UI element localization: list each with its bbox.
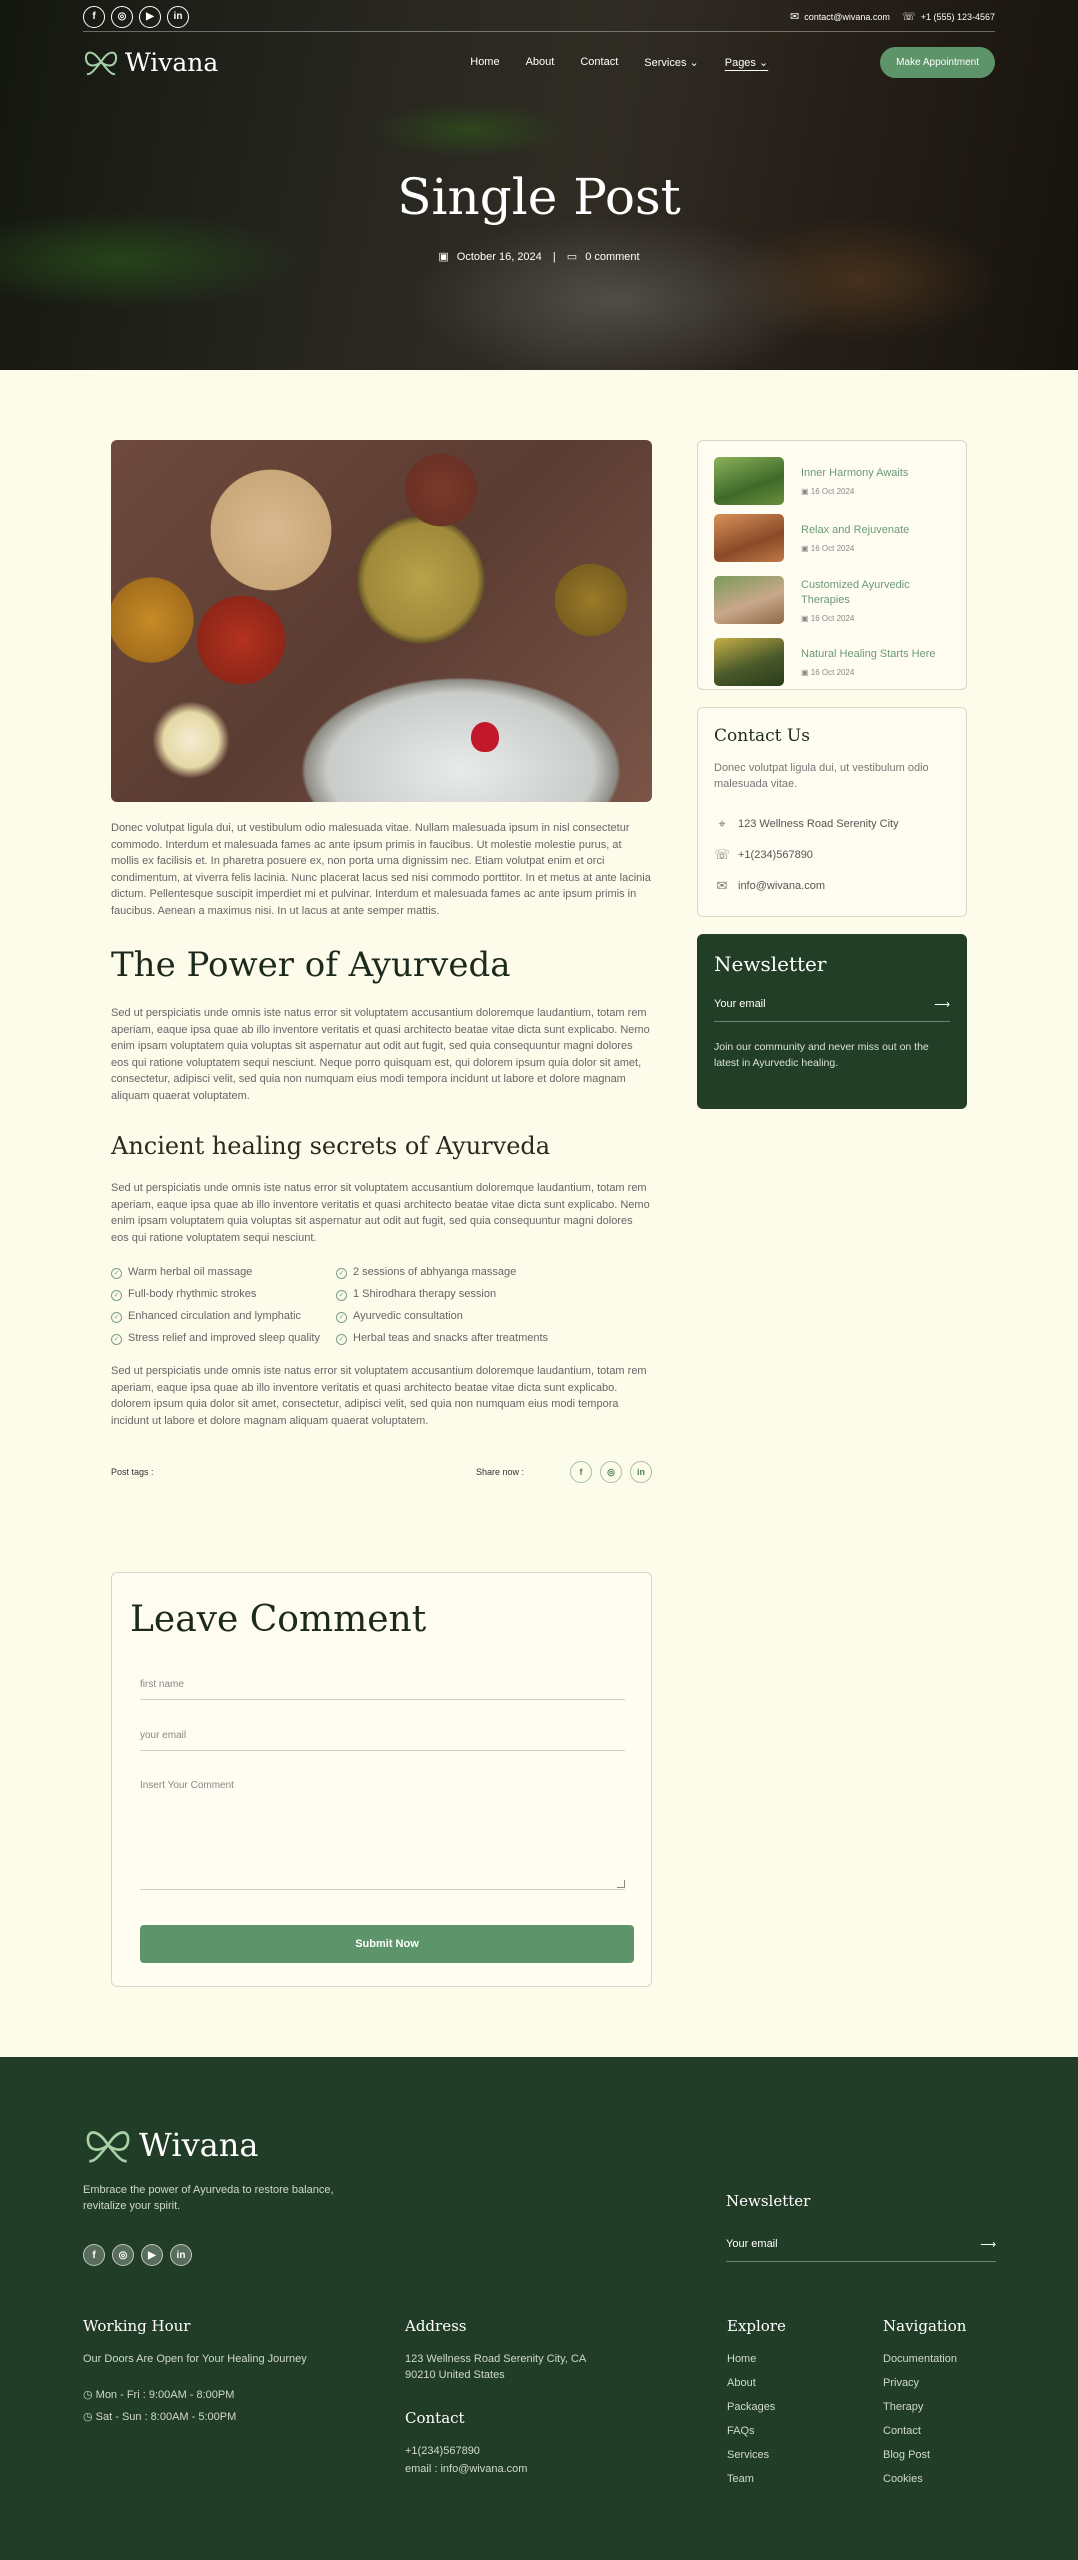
check-label: Warm herbal oil massage <box>128 1266 253 1278</box>
check-label: Stress relief and improved sleep quality <box>128 1332 320 1344</box>
share-label: Share now : <box>475 1467 524 1477</box>
hours-text: Sat - Sun : 8:00AM - 5:00PM <box>95 2411 237 2423</box>
first-name-field[interactable]: first name <box>140 1679 625 1700</box>
footer-newsletter-placeholder: Your email <box>726 2238 778 2250</box>
chevron-down-icon: ⌄ <box>689 56 699 69</box>
post-intro: Donec volutpat ligula dui, ut vestibulum odio malesuada vitae. Nullam malesuada ipsum in nisl consectetur commodo. Interdum et malesuada fames ac ante ipsum primis in faucibus. Ut molestie molestie purus, at mollis ex facilisis et. In pharetra posuere ex, non porta urna dignissim nec. Etiam volutpat enim et orci condimentum, at viverra felis lacinia. Nunc placerat lacus sed nisi commodo porttitor. In et metus at ante lacinia dictum. Pellentesque suscipit imperdiet mi et pulvinar. Interdum et malesuada fames ac ante ipsum primis in faucibus. Aenean a maximus nisi. In ut lacus at ante semper mattis. <box>111 822 651 917</box>
post-comment-count[interactable]: 0 comment <box>585 251 640 263</box>
navigation-link[interactable]: Cookies <box>883 2473 923 2485</box>
calendar-icon: ▣ <box>801 544 811 553</box>
instagram-icon[interactable]: ◎ <box>111 6 133 28</box>
footer-navigation <box>883 2317 966 2495</box>
post-tags-label: Post tags : <box>111 1467 154 1477</box>
explore-link[interactable]: FAQs <box>727 2425 755 2437</box>
nav-contact[interactable]: Contact <box>580 55 619 68</box>
check-icon: ✓ <box>111 1268 122 1279</box>
post-paragraph-1: Sed ut perspiciatis unde omnis iste natus error sit voluptatem accusantium doloremque laudantium, totam rem aperiam, eaque ipsa quae ab illo inventore veritatis et quasi architecto beatae vitae dicta sunt explicabo. Nemo enim ipsam voluptatem quia voluptas sit aspernatur aut odit aut fugit, sed quia consequuntur magni dolores eos qui ratione voluptatem sequi nesciunt. Neque porro quisquam est, qui dolorem ipsum quia dolor sit amet, consectetur, adipisci velit, sed quia non numquam eius modi tempora incidunt ut labore et dolore magnam aliquam quaerat voluptatem. <box>111 1007 650 1102</box>
newsletter-text: Join our community and never miss out on the latest in Ayurvedic healing. <box>714 1041 929 1069</box>
check-icon: ✓ <box>336 1268 347 1279</box>
check-item <box>336 1288 636 1301</box>
footer-logo-text: Wivana <box>139 2126 259 2164</box>
navigation-link[interactable]: Blog Post <box>883 2449 931 2461</box>
contact-email-text: info@wivana.com <box>738 880 825 892</box>
email-field[interactable]: your email <box>140 1730 625 1751</box>
recent-post-item[interactable] <box>714 638 950 686</box>
resize-handle-icon[interactable] <box>617 1880 625 1888</box>
nav-pages[interactable] <box>725 56 768 69</box>
header-socials <box>83 6 189 28</box>
working-hours-title: Working Hour <box>83 2317 191 2335</box>
footer-address <box>405 2317 605 2485</box>
make-appointment-button[interactable]: Make Appointment <box>880 47 995 78</box>
recent-post-date <box>801 544 909 553</box>
facebook-icon[interactable]: f <box>83 2244 105 2266</box>
mail-icon: ✉ <box>716 878 728 893</box>
arrow-right-icon[interactable]: ⟶ <box>980 2239 996 2251</box>
calendar-icon: ▣ <box>801 613 811 623</box>
post-heading: The Power of Ayurveda <box>111 945 511 985</box>
check-item <box>111 1266 336 1279</box>
check-item <box>111 1310 336 1323</box>
recent-post-item[interactable] <box>714 576 950 624</box>
check-item <box>111 1332 336 1345</box>
explore-link[interactable]: About <box>727 2377 756 2389</box>
nav-pages-label: Pages <box>724 56 756 69</box>
explore-link[interactable]: Team <box>727 2473 754 2485</box>
site-footer <box>0 2057 1078 2560</box>
recent-post-item[interactable] <box>714 457 950 505</box>
contact-title: Contact <box>405 2409 465 2427</box>
header-phone-text: +1 (555) 123-4567 <box>920 12 995 22</box>
arrow-right-icon[interactable]: ⟶ <box>934 999 950 1011</box>
top-bar <box>83 6 995 32</box>
submit-button[interactable]: Submit Now <box>140 1925 634 1963</box>
check-item <box>336 1310 636 1323</box>
post-subheading: Ancient healing secrets of Ayurveda <box>111 1132 551 1160</box>
contact-email[interactable] <box>714 878 950 894</box>
header-phone[interactable] <box>902 10 995 23</box>
share-linkedin-icon[interactable]: in <box>630 1461 652 1483</box>
navigation-link[interactable]: Documentation <box>883 2353 957 2365</box>
footer-newsletter <box>726 2192 996 2262</box>
recent-post-title[interactable]: Relax and Rejuvenate <box>801 524 910 536</box>
contact-card-title: Contact Us <box>714 726 810 746</box>
check-icon: ✓ <box>336 1290 347 1301</box>
check-label: Full-body rhythmic strokes <box>128 1288 257 1300</box>
footer-newsletter-title: Newsletter <box>726 2192 811 2210</box>
site-logo[interactable] <box>83 47 218 77</box>
facebook-icon[interactable]: f <box>83 6 105 28</box>
calendar-icon: ▣ <box>801 668 811 677</box>
address-title: Address <box>405 2317 467 2335</box>
footer-newsletter-input[interactable] <box>726 2238 996 2262</box>
clock-icon: ◷ <box>83 2389 96 2401</box>
contact-phone[interactable] <box>714 847 950 863</box>
mail-icon: ✉ <box>790 11 800 23</box>
post-paragraph-3: Sed ut perspiciatis unde omnis iste natus error sit voluptatem accusantium doloremque laudantium, totam rem aperiam, eaque ipsa quae ab illo inventore veritatis et quasi architecto beatae vitae dicta sunt explicabo. dolorem ipsum quia dolor sit amet, consectetur, adipisci velit, sed quia non numquam eius modi tempora incidunt ut labore et dolore magnam aliquam quaerat voluptatem. <box>111 1365 647 1427</box>
explore-link[interactable]: Home <box>727 2353 757 2365</box>
feature-checklist <box>111 1266 652 1345</box>
youtube-icon[interactable]: ▶ <box>141 2244 163 2266</box>
recent-post-date-text: 16 Oct 2024 <box>810 487 855 496</box>
rose-decoration <box>471 722 499 752</box>
recent-posts <box>697 440 967 690</box>
hours-item <box>83 2409 307 2425</box>
youtube-icon[interactable]: ▶ <box>139 6 161 28</box>
contact-address <box>714 816 950 832</box>
page-title: Single Post <box>397 168 681 226</box>
explore-title: Explore <box>727 2317 786 2335</box>
sidebar <box>697 440 967 1109</box>
header-email-text: contact@wivana.com <box>804 12 890 22</box>
footer-tagline: Embrace the power of Ayurveda to restore balance, revitalize your spirit. <box>83 2184 334 2212</box>
check-label: 2 sessions of abhyanga massage <box>353 1266 517 1278</box>
address-text: 123 Wellness Road Serenity City, CA 90210 United States <box>405 2353 586 2381</box>
check-label: Ayurvedic consultation <box>353 1310 463 1322</box>
contact-card-text: Donec volutpat ligula dui, ut vestibulum odio malesuada vitae. <box>714 762 929 790</box>
post-date: October 16, 2024 <box>456 251 542 263</box>
recent-post-thumb <box>714 638 784 686</box>
recent-post-item[interactable] <box>714 514 950 562</box>
nav-about[interactable]: About <box>525 55 555 68</box>
check-icon: ✓ <box>111 1312 122 1323</box>
check-icon: ✓ <box>336 1334 347 1345</box>
nav-services[interactable] <box>644 56 698 69</box>
comment-form <box>111 1572 652 1987</box>
meta-divider: | <box>552 251 556 263</box>
recent-post-title[interactable]: Inner Harmony Awaits <box>801 467 909 479</box>
sidebar-newsletter <box>697 934 967 1109</box>
share-section <box>476 1461 652 1483</box>
footer-explore <box>727 2317 786 2495</box>
check-icon: ✓ <box>336 1312 347 1323</box>
main-content <box>0 370 1078 2057</box>
recent-post-title[interactable]: Customized Ayurvedic Therapies <box>801 578 910 606</box>
working-hours-intro: Our Doors Are Open for Your Healing Journey <box>83 2353 307 2365</box>
hours-text: Mon - Fri : 9:00AM - 8:00PM <box>95 2389 235 2401</box>
nav-services-label: Services <box>644 56 687 69</box>
post-paragraph-2: Sed ut perspiciatis unde omnis iste natus error sit voluptatem accusantium doloremque laudantium, totam rem aperiam, eaque ipsa quae ab illo inventore veritatis et quasi architecto beatae vitae dicta sunt explicabo. Nemo enim ipsam voluptatem quia voluptas sit aspernatur aut odit aut fugit, sed quia consequuntur magni dolores eos qui ratione voluptatem sequi nesciunt. <box>111 1182 650 1244</box>
navigation-link[interactable]: Therapy <box>883 2401 924 2413</box>
calendar-icon: ▣ <box>801 487 811 496</box>
primary-nav <box>470 56 768 69</box>
contact-card <box>697 707 967 917</box>
newsletter-placeholder: Your email <box>714 998 766 1010</box>
navigation-link[interactable]: Privacy <box>883 2377 920 2389</box>
post-meta <box>0 250 1078 263</box>
recent-post-thumb <box>714 514 784 562</box>
navigation-link[interactable]: Contact <box>883 2425 921 2437</box>
chevron-down-icon: ⌄ <box>759 56 769 69</box>
footer-logo[interactable] <box>83 2125 258 2165</box>
recent-post-thumb <box>714 457 784 505</box>
contact-address-text: 123 Wellness Road Serenity City <box>738 818 899 830</box>
newsletter-title: Newsletter <box>714 952 827 976</box>
logo-text: Wivana <box>125 47 219 77</box>
phone-icon: ☏ <box>714 847 731 862</box>
featured-image <box>111 440 652 802</box>
check-label: Herbal teas and snacks after treatments <box>353 1332 549 1344</box>
hours-item <box>83 2387 307 2403</box>
header-contacts <box>790 10 995 23</box>
recent-post-title[interactable]: Natural Healing Starts Here <box>801 648 936 660</box>
main-nav-row <box>83 44 995 80</box>
comment-placeholder: Insert Your Comment <box>140 1780 234 1791</box>
clock-icon: ◷ <box>83 2411 96 2423</box>
check-item <box>111 1288 336 1301</box>
post-article <box>111 440 652 1483</box>
footer-email[interactable]: email : info@wivana.com <box>405 2463 528 2475</box>
check-icon: ✓ <box>111 1290 122 1301</box>
recent-post-date <box>801 614 950 623</box>
contact-phone-text: +1(234)567890 <box>738 849 813 861</box>
recent-post-date-text: 16 Oct 2024 <box>810 668 855 677</box>
share-facebook-icon[interactable]: f <box>570 1461 592 1483</box>
check-icon: ✓ <box>111 1334 122 1345</box>
recent-post-date <box>801 668 936 677</box>
comment-icon: ▭ <box>566 251 578 263</box>
leaf-logo-icon <box>83 47 119 77</box>
check-item <box>336 1332 636 1345</box>
check-label: Enhanced circulation and lymphatic <box>128 1310 302 1322</box>
check-label: 1 Shirodhara therapy session <box>353 1288 497 1300</box>
check-item <box>336 1266 636 1279</box>
comment-textarea[interactable] <box>140 1780 625 1890</box>
location-icon: ⌖ <box>718 816 726 831</box>
hero-section <box>0 0 1078 370</box>
leaf-logo-icon <box>83 2125 133 2165</box>
calendar-icon: ▣ <box>438 251 449 263</box>
share-instagram-icon[interactable]: ◎ <box>600 1461 622 1483</box>
instagram-icon[interactable]: ◎ <box>112 2244 134 2266</box>
comment-form-title: Leave Comment <box>130 1599 427 1640</box>
footer-socials <box>83 2244 192 2266</box>
linkedin-icon[interactable]: in <box>170 2244 192 2266</box>
post-footer-row <box>111 1461 652 1483</box>
header-email[interactable] <box>790 10 890 23</box>
linkedin-icon[interactable]: in <box>167 6 189 28</box>
recent-post-thumb <box>714 576 784 624</box>
phone-icon: ☏ <box>901 11 916 23</box>
footer-phone[interactable]: +1(234)567890 <box>405 2445 480 2457</box>
explore-link[interactable]: Packages <box>727 2401 776 2413</box>
newsletter-email-input[interactable] <box>714 998 950 1022</box>
recent-post-date <box>801 487 908 496</box>
navigation-title: Navigation <box>883 2317 967 2335</box>
nav-home[interactable]: Home <box>470 55 500 68</box>
recent-post-date-text: 16 Oct 2024 <box>810 613 855 623</box>
footer-working-hours <box>83 2317 307 2431</box>
recent-post-date-text: 16 Oct 2024 <box>810 544 855 553</box>
explore-link[interactable]: Services <box>727 2449 770 2461</box>
